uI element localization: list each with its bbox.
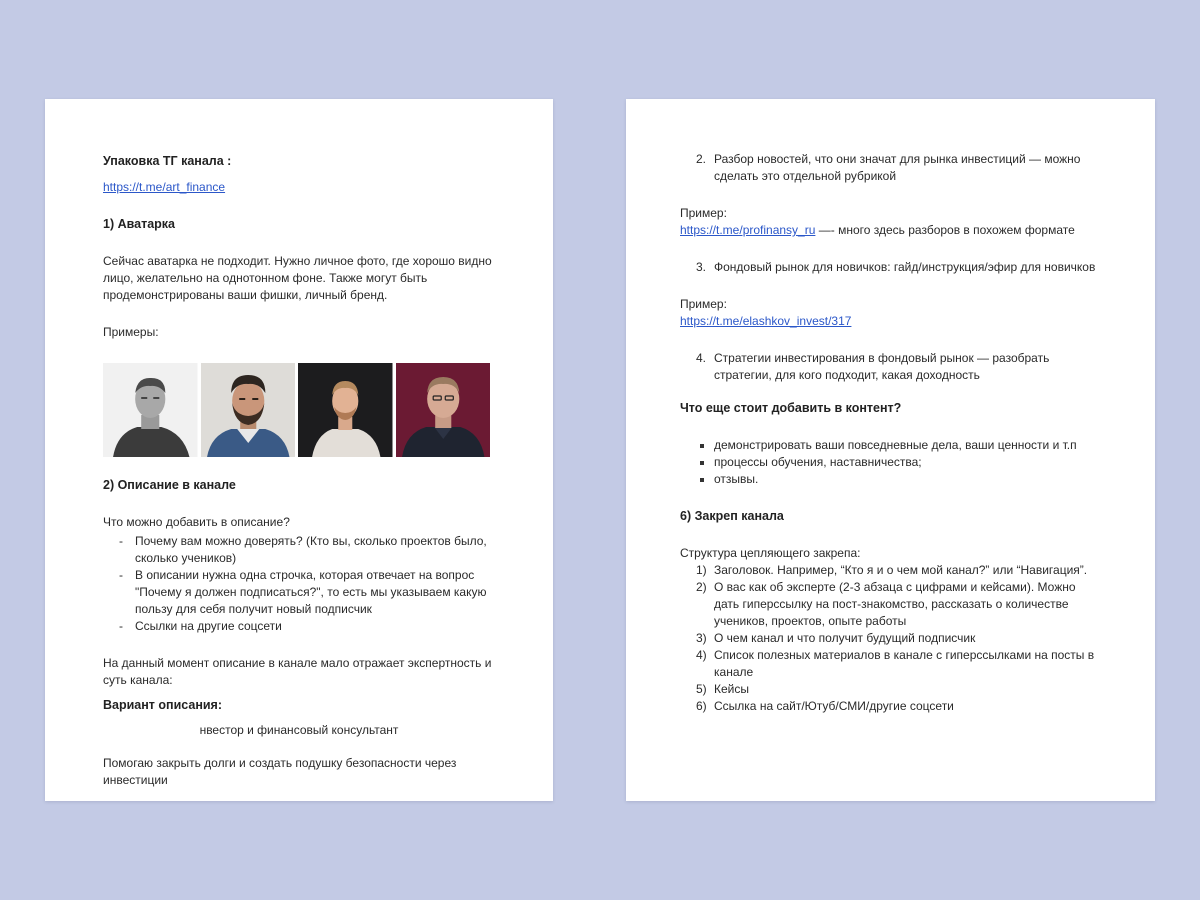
item-number: 3. <box>696 260 707 274</box>
list-item: демонстрировать ваши повседневные дела, ваши ценности и т.п <box>714 437 1103 454</box>
item-text: Стратегии инвестирования в фондовый рынок — разобрать стратегии, для кого подходит, какая доходность <box>714 351 1050 382</box>
example1-label: Пример: <box>680 206 727 220</box>
list-item: процессы обучения, наставничества; <box>714 454 1103 471</box>
example1-line <box>680 222 1103 239</box>
document-page-right <box>626 99 1155 801</box>
pin-item: 1) Заголовок. Например, “Кто я и о чем мой канал?” или “Навигация”. <box>696 563 1088 577</box>
list-item: - В описании нужна одна строчка, которая отвечает на вопрос "Почему я должен подписаться?", то есть мы указываем какую пользу для себя получит новый подписчик <box>119 568 487 616</box>
section-description-heading: 2) Описание в канале <box>103 478 236 492</box>
item-text: Фондовый рынок для новичков: гайд/инструкция/эфир для новичков <box>714 260 1096 274</box>
example2-line <box>680 313 1103 330</box>
variant-heading: Вариант описания: <box>103 698 223 712</box>
list-item: - Ссылки на другие соцсети <box>119 619 282 633</box>
example-photos <box>103 363 490 457</box>
variant-line: нвестор и финансовый консультант <box>199 723 399 737</box>
list-item: отзывы. <box>714 471 1103 488</box>
section-pin-heading: 6) Закреп канала <box>680 509 784 523</box>
document-page-left <box>45 99 553 801</box>
variant-text: Помогаю закрыть долги и создать подушку безопасности через инвестиции <box>103 756 457 787</box>
doc-title: Упаковка ТГ канала : <box>103 154 232 168</box>
pin-item: 6) Ссылка на сайт/Ютуб/СМИ/другие соцсети <box>696 699 954 713</box>
content-items-list <box>680 437 1103 488</box>
pin-item: 4) Список полезных материалов в канале с гиперссылками на посты в канале <box>696 648 1095 679</box>
pin-item: 2) О вас как об эксперте (2-3 абзаца с цифрами и кейсами). Можно дать гиперссылку на пост-знакомство, рассказать о количестве учеников, проектов, опыте работы <box>696 580 1076 628</box>
photo-man-white-background <box>103 363 198 457</box>
content-heading: Что еще стоит добавить в контент? <box>680 401 902 415</box>
example1-link[interactable]: https://t.me/profinansy_ru <box>680 223 816 237</box>
description-items-list <box>103 533 495 635</box>
photo-man-dark-background <box>298 363 393 457</box>
example2-link[interactable]: https://t.me/elashkov_invest/317 <box>680 314 852 328</box>
item-text: Разбор новостей, что они значат для рынка инвестиций — можно сделать это отдельной рубрикой <box>714 152 1081 183</box>
numbered-item-3 <box>680 259 1103 276</box>
channel-link[interactable]: https://t.me/art_finance <box>103 180 226 194</box>
examples-label: Примеры: <box>103 325 159 339</box>
pin-intro: Структура цепляющего закрепа: <box>680 546 861 560</box>
section-description-question: Что можно добавить в описание? <box>103 515 290 529</box>
numbered-item-4 <box>680 350 1103 384</box>
list-item: - Почему вам можно доверять? (Кто вы, сколько проектов было, сколько учеников) <box>119 534 487 565</box>
item-number: 4. <box>696 351 707 365</box>
pin-item: 3) О чем канал и что получит будущий подписчик <box>696 631 976 645</box>
section-avatar-heading: 1) Аватарка <box>103 217 176 231</box>
description-note: На данный момент описание в канале мало отражает экспертность и суть канала: <box>103 656 492 687</box>
photo-man-burgundy-background <box>396 363 491 457</box>
example2-label: Пример: <box>680 297 727 311</box>
item-number: 2. <box>696 152 707 166</box>
example1-text: —- много здесь разборов в похожем формате <box>815 223 1075 237</box>
section-avatar-text: Сейчас аватарка не подходит. Нужно личное фото, где хорошо видно лицо, желательно на однотонном фоне. Также могут быть продемонстрированы ваши фишки, личный бренд. <box>103 254 492 302</box>
pin-item: 5) Кейсы <box>696 682 749 696</box>
numbered-item-2 <box>680 151 1103 185</box>
photo-man-beard-light-background <box>201 363 296 457</box>
